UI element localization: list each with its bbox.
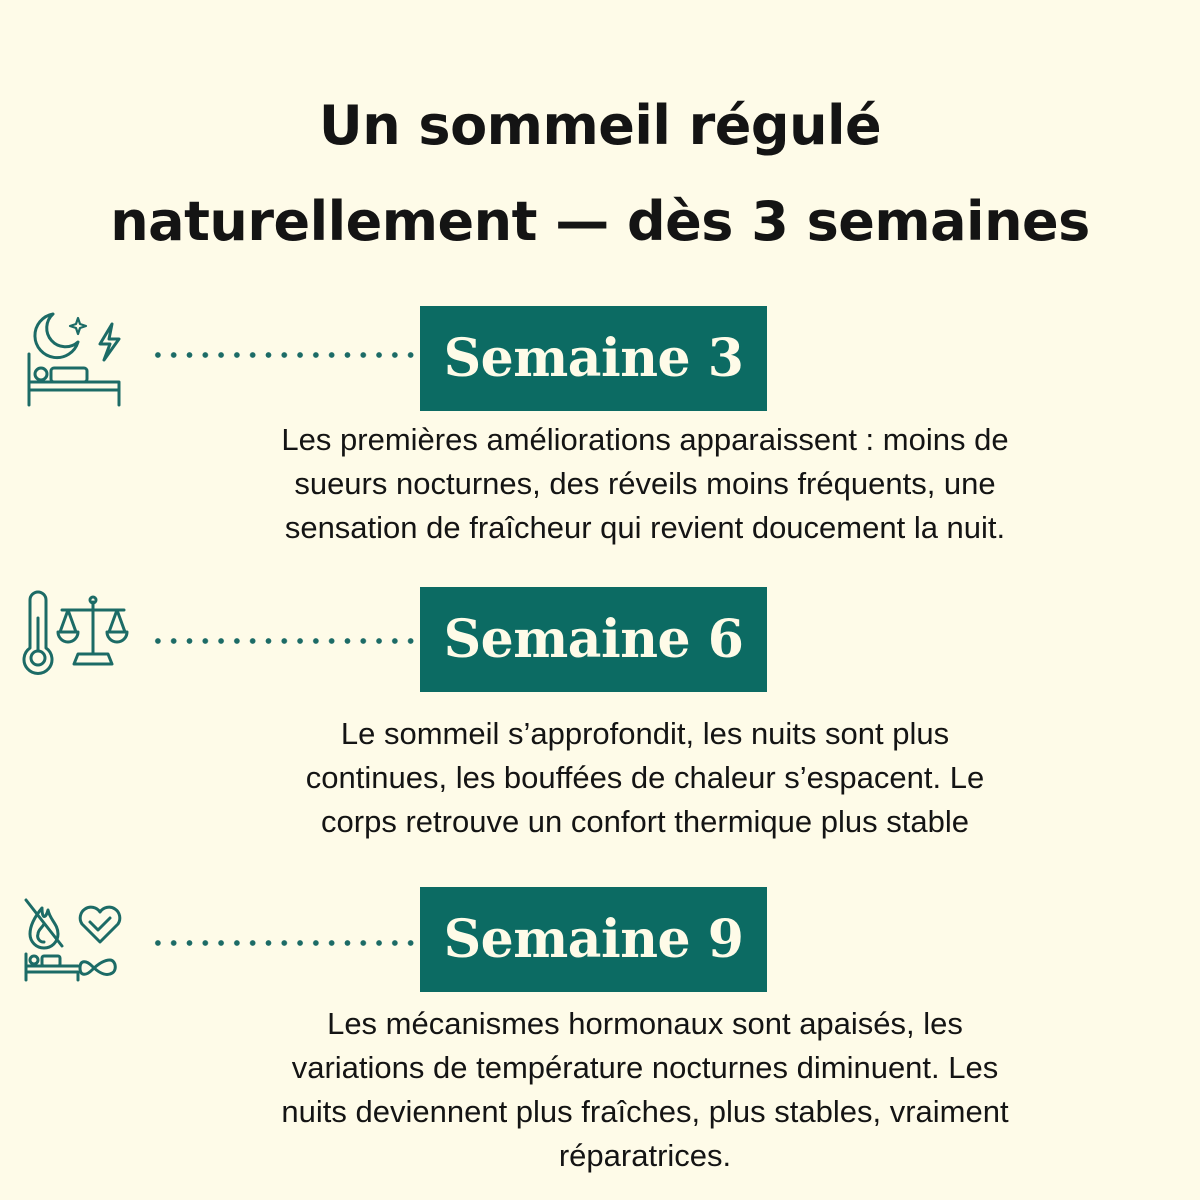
description-line: variations de température nocturnes diminuent. Les — [291, 1050, 999, 1085]
description-line: Les premières améliorations apparaissent : moins de — [281, 422, 1009, 457]
connector-dots — [150, 638, 415, 644]
week-badge: Semaine 3 — [420, 306, 767, 411]
description-line: Le sommeil s’approfondit, les nuits sont plus — [340, 716, 950, 751]
step-description — [180, 1002, 1110, 1178]
title-line-2: naturellement — dès 3 semaines — [110, 190, 1090, 253]
title-line-1: Un sommeil régulé — [318, 94, 882, 157]
week-badge: Semaine 9 — [420, 887, 767, 992]
description-line: réparatrices. — [558, 1138, 732, 1173]
moon-bed-icon — [20, 302, 130, 412]
page-title — [0, 78, 1200, 270]
flame-heart-bed-infinity-icon — [20, 890, 130, 1000]
connector-dots — [150, 352, 415, 358]
description-line: continues, les bouffées de chaleur s’espacent. Le — [305, 760, 985, 795]
step-description — [180, 712, 1110, 844]
connector-dots — [150, 940, 415, 946]
thermometer-scale-icon — [20, 588, 130, 698]
description-line: corps retrouve un confort thermique plus stable — [321, 804, 969, 839]
description-line: nuits deviennent plus fraîches, plus stables, vraiment — [281, 1094, 1009, 1129]
description-line: sensation de fraîcheur qui revient doucement la nuit. — [284, 510, 1006, 545]
description-line: Les mécanismes hormonaux sont apaisés, les — [327, 1006, 963, 1041]
step-description — [180, 418, 1110, 550]
description-line: sueurs nocturnes, des réveils moins fréquents, une — [294, 466, 996, 501]
week-badge: Semaine 6 — [420, 587, 767, 692]
